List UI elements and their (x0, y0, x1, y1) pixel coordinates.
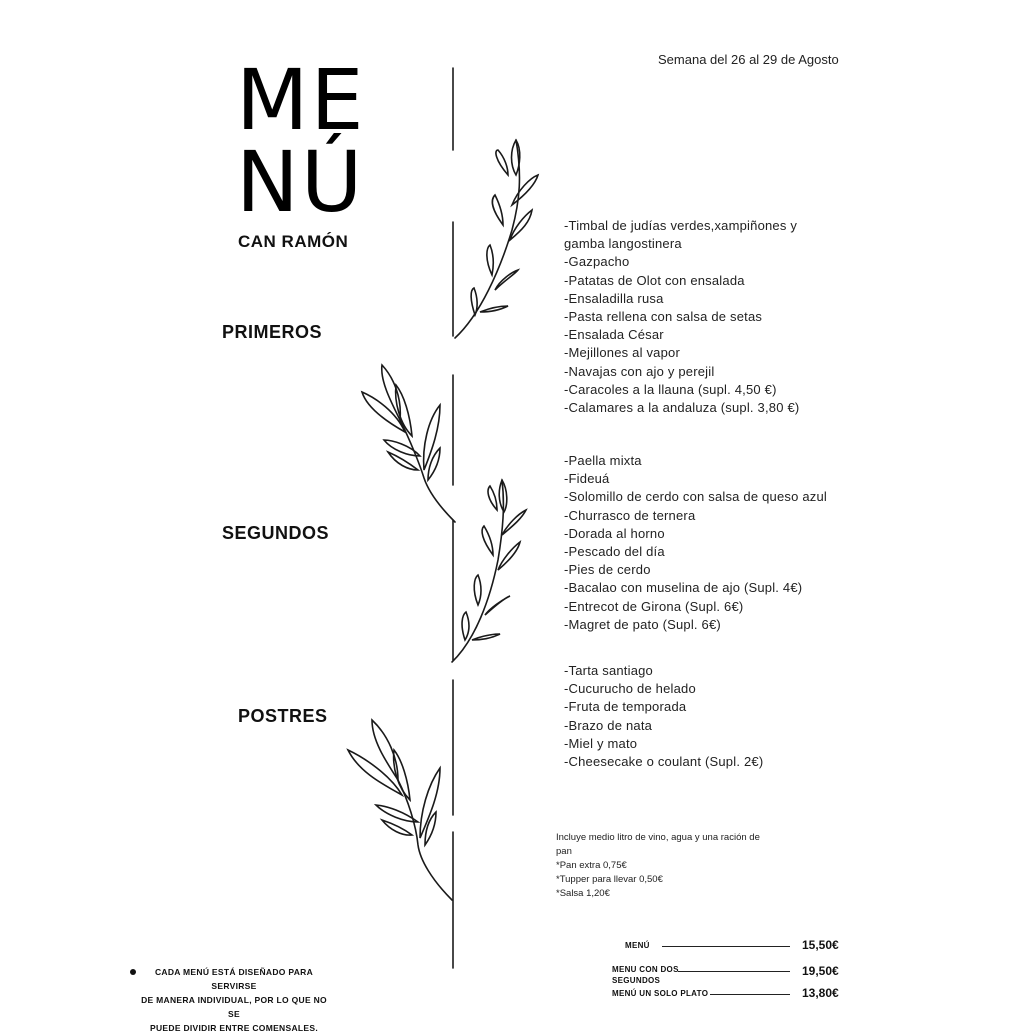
price-leader-line (678, 971, 790, 972)
leaf-branch-1 (455, 140, 538, 338)
list-item: -Gazpacho (564, 254, 630, 270)
note-line: *Tupper para llevar 0,50€ (556, 874, 663, 885)
section-label-primeros: PRIMEROS (222, 322, 323, 342)
restaurant-name: CAN RAMÓN (238, 232, 349, 251)
price-label-line: SEGUNDOS (612, 976, 661, 985)
list-item: -Pasta rellena con salsa de setas (564, 309, 763, 325)
list-item: -Ensalada César (564, 327, 664, 343)
leaf-branch-2 (362, 365, 455, 522)
price-label-menu: MENÚ (625, 941, 650, 950)
list-item: -Mejillones al vapor (564, 345, 680, 361)
menu-title-line1: ME (236, 51, 366, 149)
list-item: -Entrecot de Girona (Supl. 6€) (564, 598, 744, 614)
price-value-menu-dos: 19,50€ (802, 964, 839, 978)
note-line: *Pan extra 0,75€ (556, 860, 627, 871)
price-value-solo-plato: 13,80€ (802, 986, 839, 1000)
menu-title-line2: NÚ (236, 133, 365, 231)
list-item: -Paella mixta (564, 453, 642, 468)
list-item: gamba langostinera (564, 236, 682, 252)
price-label-line: MENU CON DOS (612, 965, 679, 974)
list-item: -Timbal de judías verdes,xampiñones y (564, 218, 798, 233)
list-item: -Fideuá (564, 471, 610, 487)
list-item: -Fruta de temporada (564, 699, 687, 715)
price-label-menu-dos (612, 964, 679, 986)
list-item: -Pies de cerdo (564, 562, 651, 578)
list-item: -Dorada al horno (564, 525, 665, 541)
list-item: -Miel y mato (564, 735, 638, 751)
note-line: pan (556, 846, 572, 857)
list-item: -Cucurucho de helado (564, 681, 696, 697)
list-item: -Tarta santiago (564, 663, 653, 678)
disclaimer-note (136, 965, 332, 1035)
price-label-solo-plato: MENÚ UN SOLO PLATO (612, 989, 709, 998)
leaf-branch-4 (348, 720, 452, 900)
list-item: -Caracoles a la llauna (supl. 4,50 €) (564, 381, 777, 397)
primeros-list (564, 217, 799, 417)
list-item: -Pescado del día (564, 544, 665, 560)
list-item: -Churrasco de ternera (564, 507, 696, 523)
week-dates: Semana del 26 al 29 de Agosto (658, 52, 839, 67)
segundos-list (564, 452, 827, 634)
list-item: -Bacalao con muselina de ajo (Supl. 4€) (564, 580, 803, 596)
list-item: -Navajas con ajo y perejil (564, 363, 715, 379)
price-value-menu: 15,50€ (802, 938, 839, 952)
list-item: -Calamares a la andaluza (supl. 3,80 €) (564, 400, 800, 416)
price-leader-line (710, 994, 790, 995)
price-leader-line (662, 946, 790, 947)
menu-notes (556, 831, 760, 901)
list-item: -Solomillo de cerdo con salsa de queso azul (564, 489, 827, 505)
list-item: -Patatas de Olot con ensalada (564, 272, 745, 288)
leaf-branch-3 (452, 480, 526, 662)
disclaimer-line: DE MANERA INDIVIDUAL, POR LO QUE NO SE (141, 995, 327, 1019)
postres-list (564, 662, 763, 771)
note-line: *Salsa 1,20€ (556, 888, 610, 899)
section-label-segundos: SEGUNDOS (222, 523, 330, 543)
section-label-postres: POSTRES (238, 706, 328, 726)
list-item: -Ensaladilla rusa (564, 290, 664, 306)
list-item: -Brazo de nata (564, 717, 653, 733)
list-item: -Magret de pato (Supl. 6€) (564, 616, 721, 632)
list-item: -Cheesecake o coulant (Supl. 2€) (564, 754, 764, 770)
disclaimer-line: CADA MENÚ ESTÁ DISEÑADO PARA SERVIRSE (154, 967, 314, 991)
note-line: Incluye medio litro de vino, agua y una ración de (556, 832, 760, 843)
disclaimer-line: PUEDE DIVIDIR ENTRE COMENSALES. (150, 1023, 318, 1033)
